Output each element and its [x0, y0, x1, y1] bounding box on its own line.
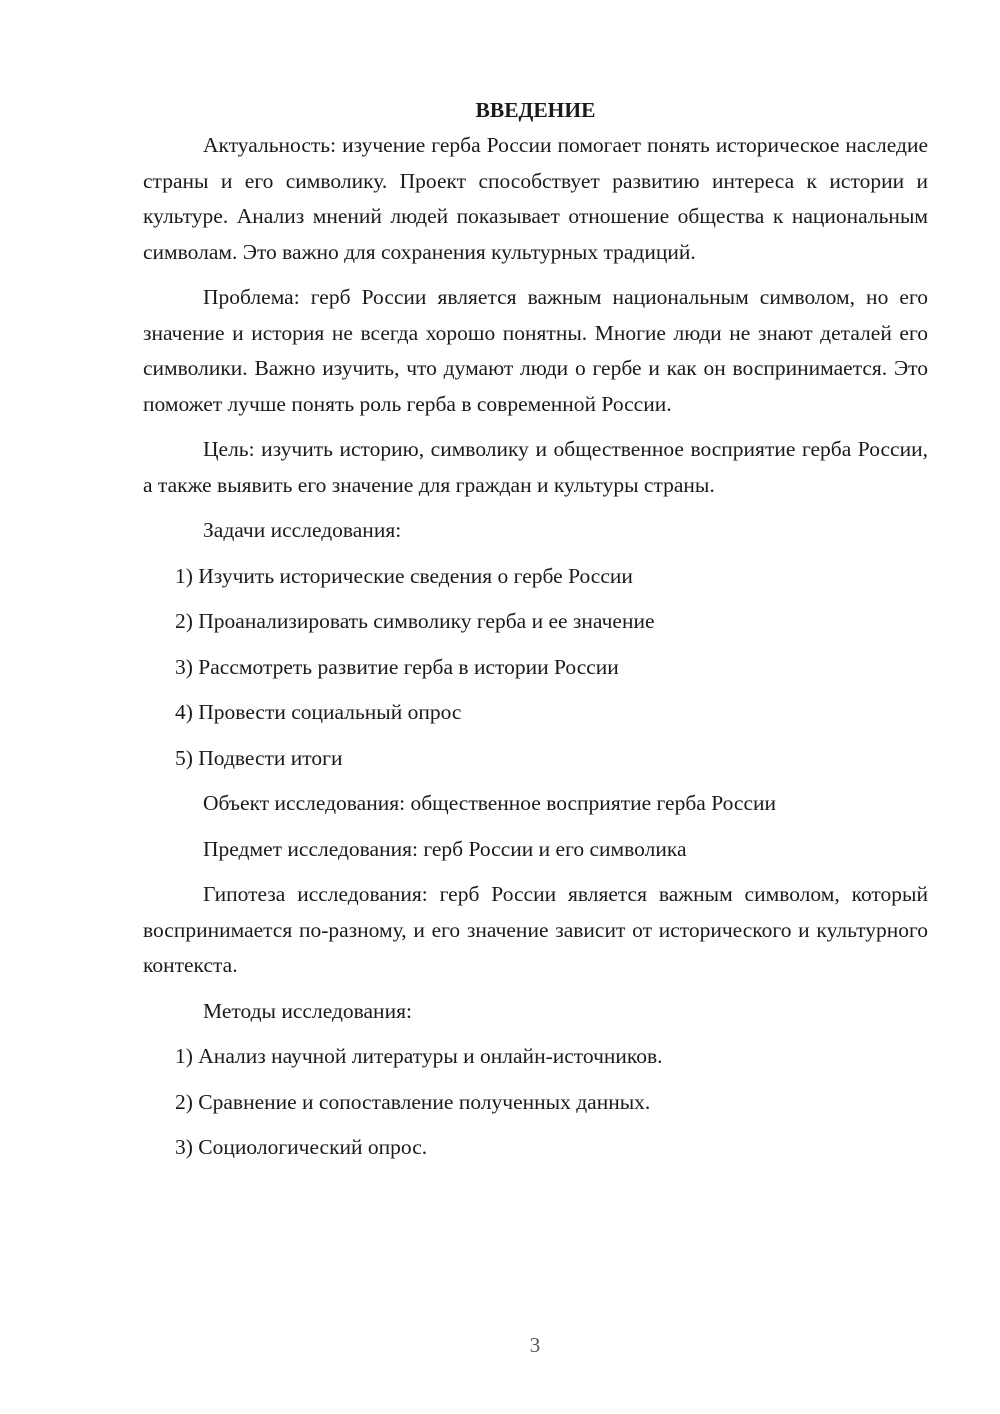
- subject-line: Предмет исследования: герб России и его символика: [203, 836, 687, 861]
- tasks-heading: Задачи исследования:: [203, 518, 402, 542]
- object-line: Объект исследования: общественное восприятие герба России: [203, 791, 777, 815]
- task-item: 1) Изучить исторические сведения о гербе России: [175, 563, 633, 588]
- task-item: 4) Провести социальный опрос: [175, 700, 462, 724]
- task-item: 5) Подвести итоги: [175, 745, 343, 770]
- goal-paragraph: Цель: изучить историю, символику и общественное восприятие герба России, а также выявить его значение для граждан и культуры страны.: [143, 437, 928, 497]
- method-item: 3) Социологический опрос.: [175, 1135, 428, 1159]
- methods-heading: Методы исследования:: [203, 998, 412, 1023]
- page-number: 3: [529, 1333, 541, 1357]
- task-item: 3) Рассмотреть развитие герба в истории России: [175, 654, 619, 679]
- problem-paragraph: Проблема: герб России является важным национальным символом, но его значение и история не всегда хорошо понятны. Многие люди не знают деталей его символики. Важно изучить, что думают люди о гербе и как он воспринимается. Это поможет лучше понять роль герба в современной России.: [143, 285, 928, 416]
- method-item: 1) Анализ научной литературы и онлайн-источников.: [175, 1044, 663, 1068]
- relevance-paragraph: Актуальность: изучение герба России помогает понять историческое наследие страны и его символику. Проект способствует развитию интереса к истории и культуре. Анализ мнений людей показывает отношение общества к национальным символам. Это важно для сохранения культурных традиций.: [143, 133, 928, 264]
- page-title: ВВЕДЕНИЕ: [475, 98, 596, 122]
- hypothesis-paragraph: Гипотеза исследования: герб России является важным символом, который воспринимается по-разному, и его значение зависит от исторического и культурного контекста.: [143, 882, 928, 977]
- method-item: 2) Сравнение и сопоставление полученных данных.: [175, 1089, 651, 1114]
- document-page: [143, 92, 928, 1176]
- task-item: 2) Проанализировать символику герба и ее значение: [175, 609, 655, 633]
